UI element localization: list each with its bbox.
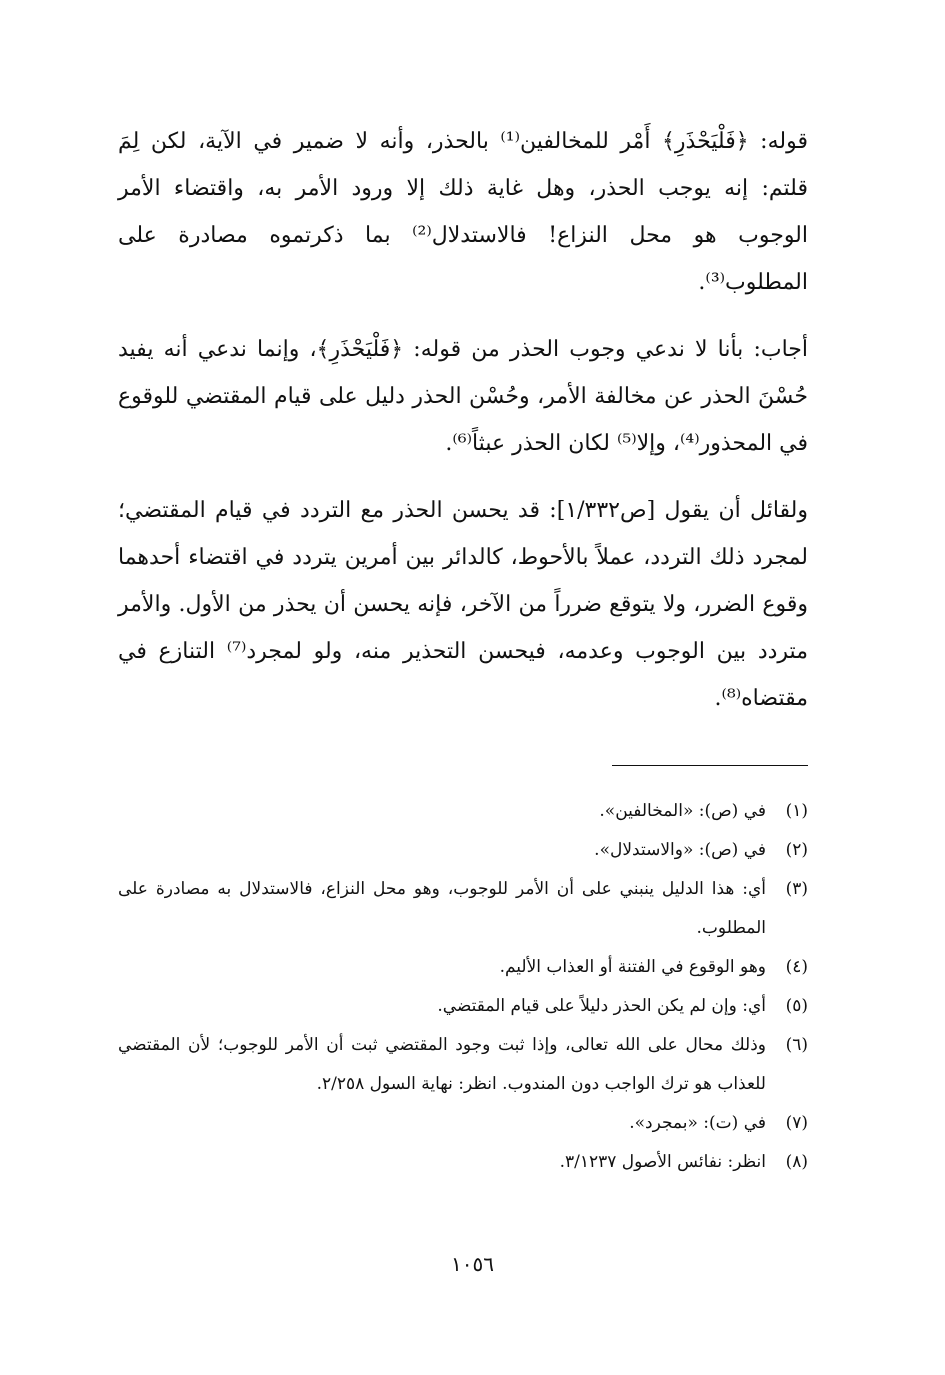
footnote-6: [118, 1026, 808, 1104]
paragraph-1: قوله: ﴿فَلْيَحْذَرِ﴾ أَمْر للمخالفين⁽¹⁾ بالحذر، وأنه لا ضمير في الآية، لكن لِمَ قلتم: إنه يوجب الحذر، وهل غاية ذلك إلا ورود الأمر به، واقتضاء الأمر الوجوب هو محل النزاع! فالاستدلال⁽²⁾ بما ذكرتموه مصادرة على المطلوب⁽³⁾.: [118, 129, 808, 295]
footnote-text: أي: هذا الدليل ينبني على أن الأمر للوجوب، وهو محل النزاع، فالاستدلال به مصادرة على المطلوب.: [118, 879, 766, 938]
footnotes: [118, 792, 808, 1182]
main-text: [118, 118, 808, 742]
footnote-number: (٦): [785, 1035, 808, 1055]
footnote-text: انظر: نفائس الأصول ٣/١٢٣٧.: [559, 1152, 766, 1172]
paragraph-3: ولقائل أن يقول [ص١/٣٣٢]: قد يحسن الحذر مع التردد في قيام المقتضي؛ لمجرد ذلك التردد، عملاً بالأحوط، كالدائر بين أمرين يتردد في اقتضاء أحدهما وقوع الضرر، ولا يتوقع ضرراً من الآخر، فإنه يحسن أن يحذر من الأول. والأمر متردد بين الوجوب وعدمه، فيحسن التحذير منه، ولو لمجرد⁽⁷⁾ التنازع في مقتضاه⁽⁸⁾.: [118, 498, 808, 711]
page-number: ١٠٥٦: [451, 1252, 494, 1276]
footnote-text: في (ص): «المخالفين».: [599, 801, 766, 821]
footnote-divider: [612, 765, 808, 766]
footnote-text: في (ص): «والاستدلال».: [594, 840, 766, 860]
footnote-3: [118, 870, 808, 948]
footnote-number: (٨): [785, 1152, 808, 1172]
footnote-number: (٤): [785, 957, 808, 977]
footnote-text: في (ت): «بمجرد».: [629, 1113, 766, 1133]
footnote-7: [118, 1104, 808, 1143]
footnote-8: [118, 1143, 808, 1182]
footnote-number: (٥): [785, 996, 808, 1016]
footnote-4: [118, 948, 808, 987]
footnote-text: وذلك محال على الله تعالى، وإذا ثبت وجود المقتضي ثبت أن الأمر للوجوب؛ لأن المقتضي للعذاب هو ترك الواجب دون المندوب. انظر: نهاية السول ٢/٢٥٨.: [118, 1035, 766, 1094]
footnote-2: [118, 831, 808, 870]
footnote-5: [118, 987, 808, 1026]
footnote-text: أي: وإن لم يكن الحذر دليلاً على قيام المقتضي.: [437, 996, 766, 1016]
footnote-number: (١): [785, 801, 808, 821]
footnote-text: وهو الوقوع في الفتنة أو العذاب الأليم.: [499, 957, 766, 977]
footnote-1: [118, 792, 808, 831]
paragraph-2: أجاب: بأنا لا ندعي وجوب الحذر من قوله: ﴿فَلْيَحْذَرِ﴾، وإنما ندعي أنه يفيد حُسْنَ الحذر عن مخالفة الأمر، وحُسْن الحذر دليل على قيام المقتضي للوقوع في المحذور⁽⁴⁾، وإلا⁽⁵⁾ لكان الحذر عبثاً⁽⁶⁾.: [118, 337, 808, 456]
footnote-number: (٣): [785, 879, 808, 899]
footnote-number: (٢): [785, 840, 808, 860]
footnote-number: (٧): [785, 1113, 808, 1133]
